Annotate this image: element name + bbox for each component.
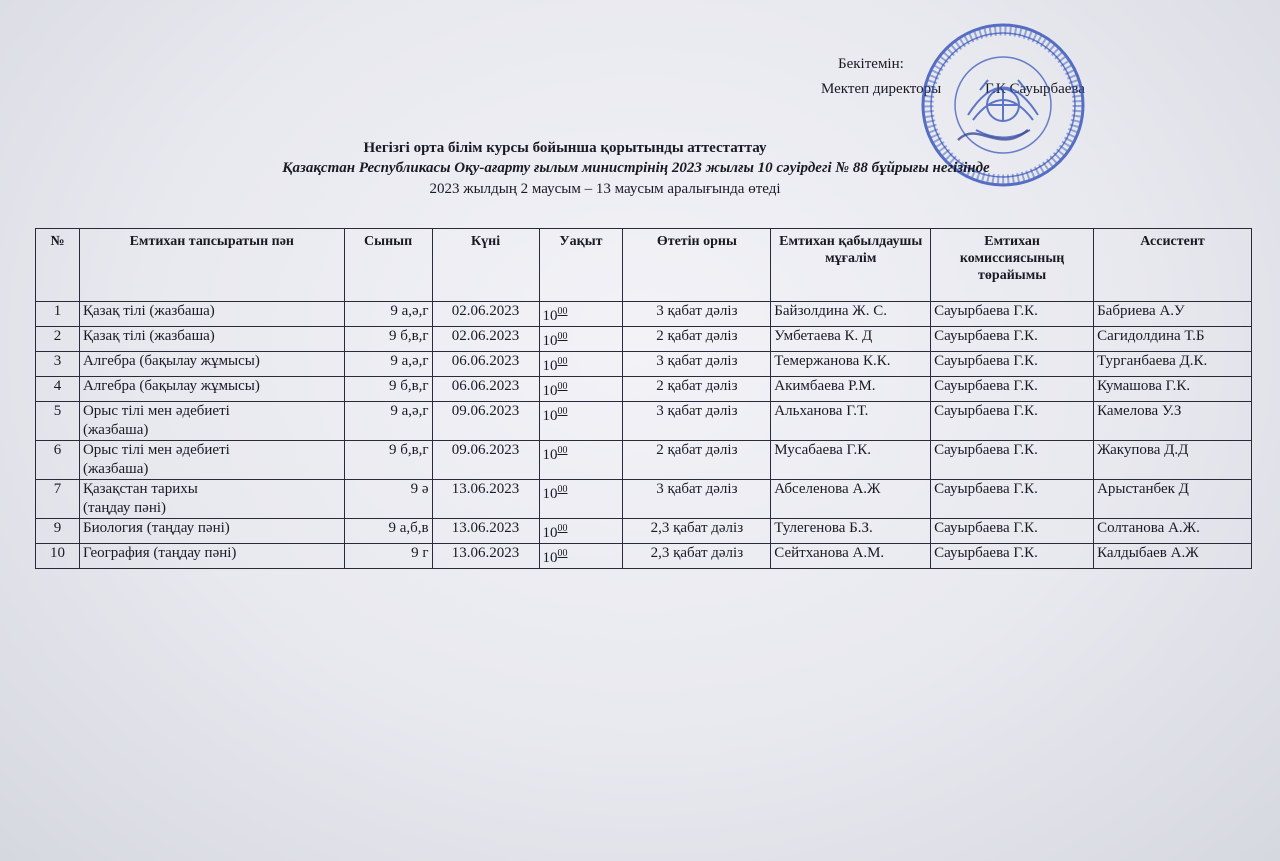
cell-assistant: Солтанова А.Ж. bbox=[1094, 519, 1252, 544]
cell-subject: Орыс тілі мен әдебиеті (жазбаша) bbox=[79, 402, 344, 441]
cell-place: 2,3 қабат дәліз bbox=[623, 519, 771, 544]
cell-teacher: Сейтханова А.М. bbox=[771, 544, 931, 569]
cell-place: 2,3 қабат дәліз bbox=[623, 544, 771, 569]
table-row bbox=[36, 544, 1252, 569]
cell-place: 2 қабат дәліз bbox=[623, 327, 771, 352]
cell-subject: Қазақ тілі (жазбаша) bbox=[79, 327, 344, 352]
header-time: Уақыт bbox=[539, 229, 623, 302]
title-line-2: Қазақстан Республикасы Оқу-ағарту ғылым министрінің 2023 жылғы 10 сәуірдегі № 88 бұйрығы негізінде bbox=[282, 160, 990, 176]
cell-class: 9 б,в,г bbox=[344, 377, 432, 402]
cell-time: $10^{00}$ bbox=[539, 327, 623, 352]
table-row bbox=[36, 352, 1252, 377]
table-header-row bbox=[36, 229, 1252, 302]
cell-chair: Сауырбаева Г.К. bbox=[931, 519, 1094, 544]
cell-teacher: Мусабаева Г.К. bbox=[771, 441, 931, 480]
director-name: Г.К Сауырбаева bbox=[984, 81, 1085, 97]
cell-chair: Сауырбаева Г.К. bbox=[931, 352, 1094, 377]
cell-date: 06.06.2023 bbox=[432, 377, 539, 402]
header-date: Күні bbox=[432, 229, 539, 302]
cell-date: 09.06.2023 bbox=[432, 441, 539, 480]
cell-time: $10^{00}$ bbox=[539, 519, 623, 544]
document-title bbox=[0, 138, 1280, 200]
header-number: № bbox=[36, 229, 80, 302]
cell-chair: Сауырбаева Г.К. bbox=[931, 377, 1094, 402]
cell-chair: Сауырбаева Г.К. bbox=[931, 327, 1094, 352]
cell-time: $10^{00}$ bbox=[539, 402, 623, 441]
cell-chair: Сауырбаева Г.К. bbox=[931, 302, 1094, 327]
cell-teacher: Тулегенова Б.З. bbox=[771, 519, 931, 544]
director-title: Мектеп директоры bbox=[821, 81, 942, 97]
title-line-3: 2023 жылдың 2 маусым – 13 маусым аралығында өтеді bbox=[429, 181, 781, 197]
cell-subject: Қазақстан тарихы (таңдау пәні) bbox=[79, 480, 344, 519]
cell-assistant: Камелова У.З bbox=[1094, 402, 1252, 441]
cell-chair: Сауырбаева Г.К. bbox=[931, 402, 1094, 441]
cell-chair: Сауырбаева Г.К. bbox=[931, 441, 1094, 480]
table-body bbox=[36, 302, 1252, 569]
cell-class: 9 г bbox=[344, 544, 432, 569]
cell-number: 4 bbox=[36, 377, 80, 402]
approval-label: Бекітемін: bbox=[838, 56, 904, 72]
cell-teacher: Темержанова К.К. bbox=[771, 352, 931, 377]
cell-chair: Сауырбаева Г.К. bbox=[931, 480, 1094, 519]
cell-teacher: Альханова Г.Т. bbox=[771, 402, 931, 441]
cell-teacher: Умбетаева К. Д bbox=[771, 327, 931, 352]
cell-date: 13.06.2023 bbox=[432, 519, 539, 544]
cell-assistant: Жакупова Д.Д bbox=[1094, 441, 1252, 480]
cell-place: 3 қабат дәліз bbox=[623, 402, 771, 441]
cell-assistant: Сагидолдина Т.Б bbox=[1094, 327, 1252, 352]
cell-class: 9 а,ә,г bbox=[344, 402, 432, 441]
cell-class: 9 а,б,в bbox=[344, 519, 432, 544]
header-subject: Емтихан тапсыратын пән bbox=[79, 229, 344, 302]
cell-place: 3 қабат дәліз bbox=[623, 480, 771, 519]
header-class: Сынып bbox=[344, 229, 432, 302]
table-row bbox=[36, 327, 1252, 352]
cell-time: $10^{00}$ bbox=[539, 480, 623, 519]
cell-number: 10 bbox=[36, 544, 80, 569]
cell-time: $10^{00}$ bbox=[539, 352, 623, 377]
cell-teacher: Байзолдина Ж. С. bbox=[771, 302, 931, 327]
cell-assistant: Кумашова Г.К. bbox=[1094, 377, 1252, 402]
cell-teacher: Абселенова А.Ж bbox=[771, 480, 931, 519]
cell-class: 9 а,ә,г bbox=[344, 352, 432, 377]
cell-subject: География (таңдау пәні) bbox=[79, 544, 344, 569]
cell-number: 6 bbox=[36, 441, 80, 480]
cell-assistant: Калдыбаев А.Ж bbox=[1094, 544, 1252, 569]
cell-number: 7 bbox=[36, 480, 80, 519]
cell-class: 9 а,ә,г bbox=[344, 302, 432, 327]
cell-number: 1 bbox=[36, 302, 80, 327]
table-row bbox=[36, 441, 1252, 480]
cell-date: 09.06.2023 bbox=[432, 402, 539, 441]
cell-time: $10^{00}$ bbox=[539, 302, 623, 327]
cell-number: 9 bbox=[36, 519, 80, 544]
cell-time: $10^{00}$ bbox=[539, 377, 623, 402]
cell-date: 02.06.2023 bbox=[432, 327, 539, 352]
cell-assistant: Арыстанбек Д bbox=[1094, 480, 1252, 519]
cell-number: 2 bbox=[36, 327, 80, 352]
cell-subject: Алгебра (бақылау жұмысы) bbox=[79, 352, 344, 377]
cell-time: $10^{00}$ bbox=[539, 544, 623, 569]
header-assistant: Ассистент bbox=[1094, 229, 1252, 302]
cell-place: 2 қабат дәліз bbox=[623, 377, 771, 402]
cell-date: 13.06.2023 bbox=[432, 544, 539, 569]
cell-assistant: Турганбаева Д.К. bbox=[1094, 352, 1252, 377]
table-row bbox=[36, 519, 1252, 544]
table-row bbox=[36, 377, 1252, 402]
cell-subject: Алгебра (бақылау жұмысы) bbox=[79, 377, 344, 402]
cell-teacher: Акимбаева Р.М. bbox=[771, 377, 931, 402]
cell-subject: Қазақ тілі (жазбаша) bbox=[79, 302, 344, 327]
cell-date: 13.06.2023 bbox=[432, 480, 539, 519]
cell-class: 9 ә bbox=[344, 480, 432, 519]
exam-schedule-table bbox=[35, 228, 1252, 569]
table-row bbox=[36, 480, 1252, 519]
cell-subject: Орыс тілі мен әдебиеті (жазбаша) bbox=[79, 441, 344, 480]
cell-number: 3 bbox=[36, 352, 80, 377]
cell-chair: Сауырбаева Г.К. bbox=[931, 544, 1094, 569]
header-teacher: Емтихан қабылдаушы мұғалім bbox=[771, 229, 931, 302]
header-chair: Емтихан комиссиясының төрайымы bbox=[931, 229, 1094, 302]
cell-time: $10^{00}$ bbox=[539, 441, 623, 480]
cell-assistant: Бабриева А.У bbox=[1094, 302, 1252, 327]
cell-date: 02.06.2023 bbox=[432, 302, 539, 327]
cell-place: 3 қабат дәліз bbox=[623, 352, 771, 377]
cell-subject: Биология (таңдау пәні) bbox=[79, 519, 344, 544]
cell-place: 3 қабат дәліз bbox=[623, 302, 771, 327]
header-place: Өтетін орны bbox=[623, 229, 771, 302]
cell-number: 5 bbox=[36, 402, 80, 441]
title-line-1: Негізгі орта білім курсы бойынша қорытынды аттестаттау bbox=[363, 140, 767, 156]
table-row bbox=[36, 302, 1252, 327]
cell-class: 9 б,в,г bbox=[344, 441, 432, 480]
table-row bbox=[36, 402, 1252, 441]
cell-class: 9 б,в,г bbox=[344, 327, 432, 352]
cell-place: 2 қабат дәліз bbox=[623, 441, 771, 480]
cell-date: 06.06.2023 bbox=[432, 352, 539, 377]
